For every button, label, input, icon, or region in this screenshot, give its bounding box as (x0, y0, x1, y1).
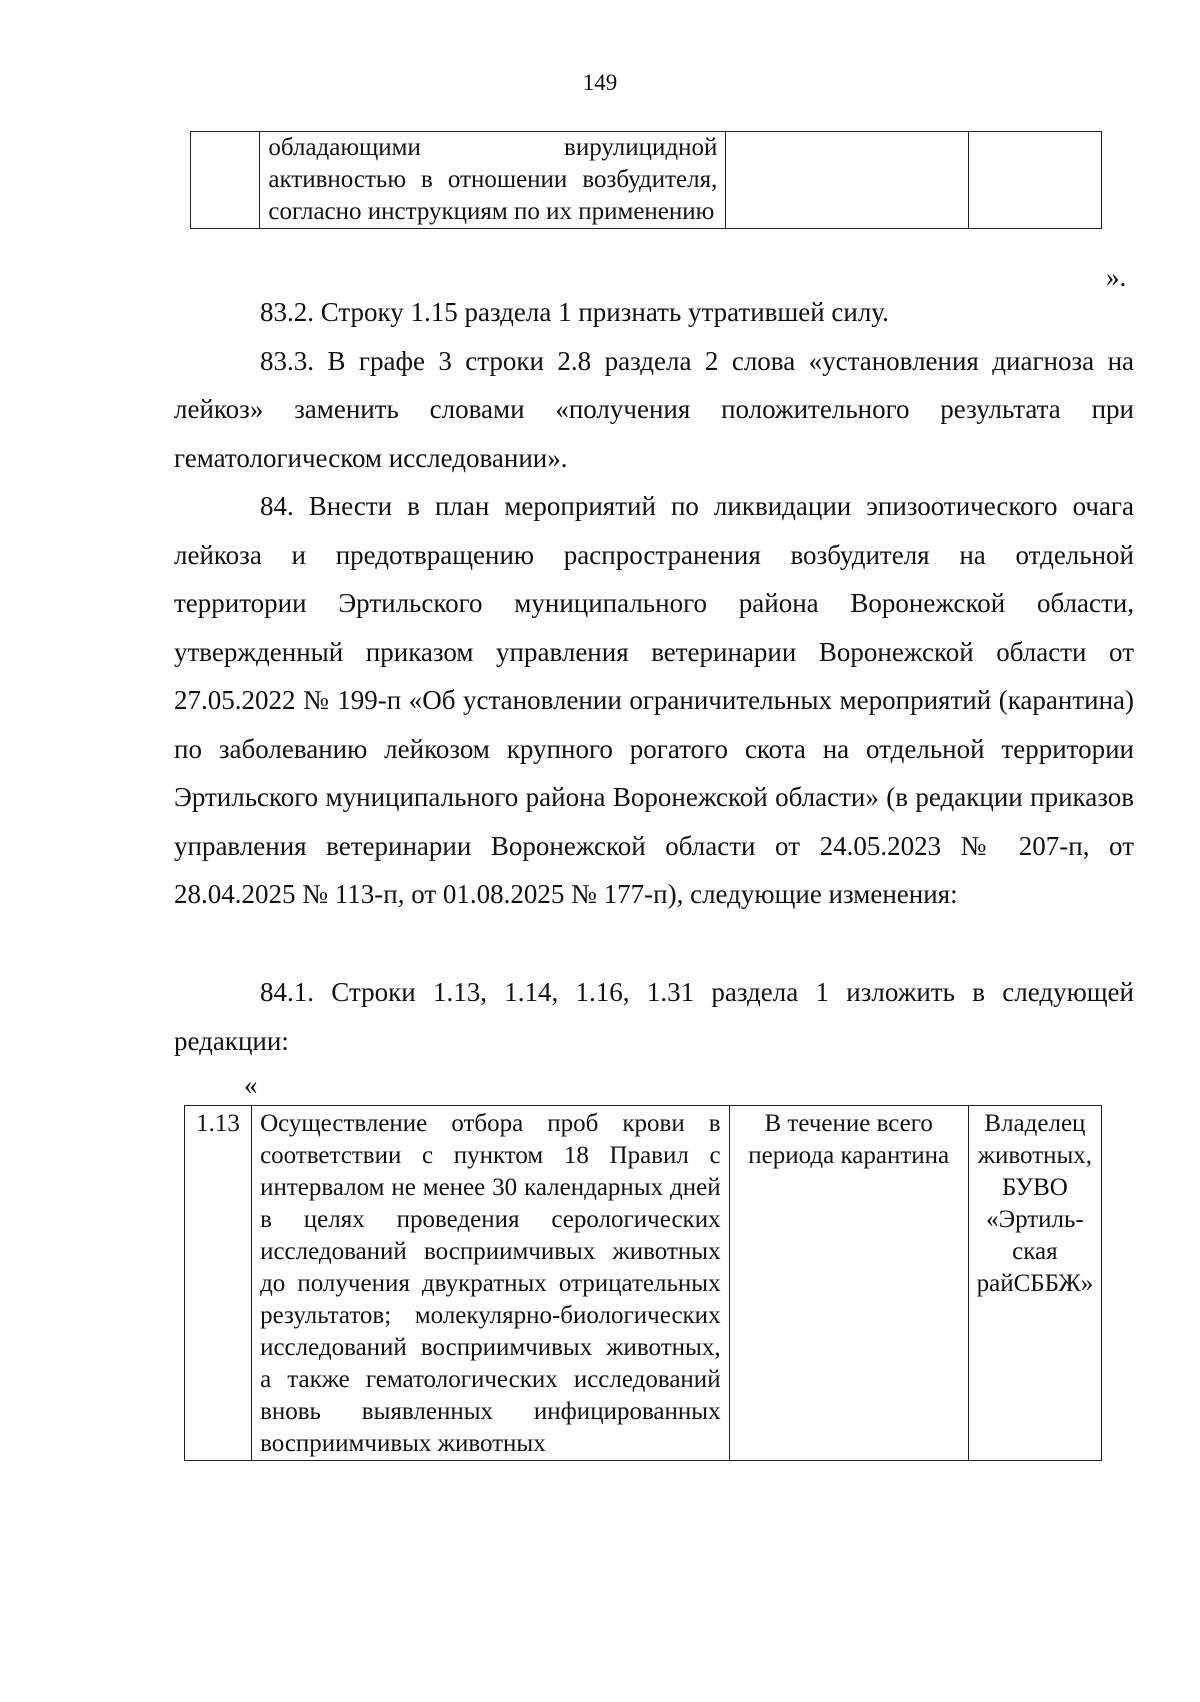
paragraph-83-2: 83.2. Строку 1.15 раздела 1 признать утратившей силу. (260, 297, 889, 327)
table-new-edition (184, 1105, 1102, 1461)
table-row (191, 132, 1102, 229)
table-continuation (190, 131, 1102, 229)
opening-quote: « (244, 1070, 258, 1100)
paragraph-84-block (174, 482, 1134, 919)
table-cell-term (726, 132, 968, 229)
table-cell-term: В течение всего периода карантина (729, 1106, 968, 1461)
table-cell-responsible (968, 132, 1101, 229)
paragraph-83-3: 83.3. В графе 3 строки 2.8 раздела 2 слова «установления диагноза на лейкоз» заменить словами «получения положительного результата при гематологическом исследовании». (174, 345, 1134, 473)
table-cell-measure: Осуществление отбора проб крови в соответствии с пунктом 18 Правил с интервалом не менее 30 календарных дней в целях проведения серологических исследований восприимчивых животных до получения двукратных отрицательных результатов; молекулярно-биологических исследований восприимчивых животных, а также гематологических исследований вновь выявленных инфицированных восприимчивых животных (252, 1106, 730, 1461)
paragraphs-83 (174, 288, 1134, 482)
table-cell-responsible: Владелец животных, БУВО «Эртиль-ская райСББЖ» (968, 1106, 1101, 1461)
paragraph-84-1: 84.1. Строки 1.13, 1.14, 1.16, 1.31 раздела 1 изложить в следующей редакции: (174, 977, 1134, 1056)
paragraph-84: 84. Внести в план мероприятий по ликвидации эпизоотического очага лейкоза и предотвращению распространения возбудителя на отдельной территории Эртильского муниципального района Воронежской области, утвержденный приказом управления ветеринарии Воронежской области от 27.05.2022 № 199-п «Об установлении ограничительных мероприятий (карантина) по заболеванию лейкозом крупного рогатого скота на отдельной территории Эртильского муниципального района Воронежской области» (в редакции приказов управления ветеринарии Воронежской области от 24.05.2023 № 207-п, от 28.04.2025 № 113-п, от 01.08.2025 № 177-п), следующие изменения: (174, 491, 1134, 909)
table-row (185, 1106, 1102, 1461)
paragraph-84-1-block (174, 968, 1134, 1065)
table-cell-number (191, 132, 260, 229)
table-cell-number: 1.13 (185, 1106, 252, 1461)
table-cell-measure: обладающими вирулицидной активностью в отношении возбудителя, согласно инструкциям по их применению (260, 132, 726, 229)
closing-quote: ». (1106, 262, 1127, 292)
page-number: 149 (582, 70, 618, 95)
